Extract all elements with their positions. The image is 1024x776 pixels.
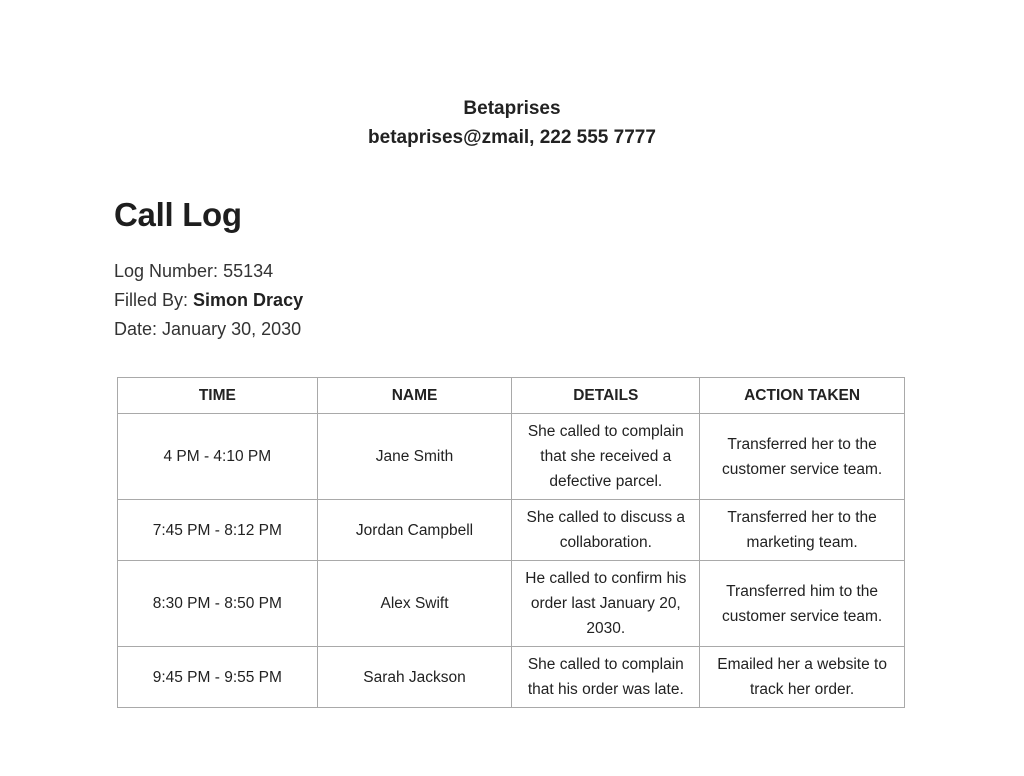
header-name: NAME	[317, 378, 512, 414]
table-row	[118, 500, 905, 561]
cell-details: She called to complain that she received a defective parcel.	[512, 414, 700, 500]
table-row	[118, 647, 905, 708]
table-row	[118, 561, 905, 647]
cell-details: He called to confirm his order last January 20, 2030.	[512, 561, 700, 647]
cell-name: Jordan Campbell	[317, 500, 512, 561]
filled-by-value: Simon Dracy	[193, 290, 304, 310]
date-label: Date:	[114, 319, 158, 339]
company-contact: betaprises@zmail, 222 555 7777	[368, 127, 656, 148]
header-action-taken: ACTION TAKEN	[700, 378, 905, 414]
cell-action: Transferred her to the marketing team.	[700, 500, 905, 561]
date-line	[114, 315, 303, 344]
cell-time: 7:45 PM - 8:12 PM	[118, 500, 318, 561]
company-name: Betaprises	[463, 98, 561, 119]
call-log-table	[117, 377, 905, 708]
log-number-label: Log Number:	[114, 261, 219, 281]
cell-name: Jane Smith	[317, 414, 512, 500]
log-meta	[114, 257, 303, 344]
cell-action: Transferred him to the customer service team.	[700, 561, 905, 647]
header-time: TIME	[118, 378, 318, 414]
cell-time: 9:45 PM - 9:55 PM	[118, 647, 318, 708]
table-row	[118, 414, 905, 500]
cell-name: Alex Swift	[317, 561, 512, 647]
page-title: Call Log	[114, 196, 242, 233]
cell-time: 8:30 PM - 8:50 PM	[118, 561, 318, 647]
filled-by-line	[114, 286, 303, 315]
cell-action: Emailed her a website to track her order.	[700, 647, 905, 708]
log-number-value: 55134	[223, 261, 274, 281]
filled-by-label: Filled By:	[114, 290, 189, 310]
cell-name: Sarah Jackson	[317, 647, 512, 708]
company-header	[0, 94, 1024, 152]
header-details: DETAILS	[512, 378, 700, 414]
cell-time: 4 PM - 4:10 PM	[118, 414, 318, 500]
cell-details: She called to discuss a collaboration.	[512, 500, 700, 561]
cell-action: Transferred her to the customer service team.	[700, 414, 905, 500]
table-header-row	[118, 378, 905, 414]
log-number-line	[114, 257, 303, 286]
date-value: January 30, 2030	[162, 319, 302, 339]
cell-details: She called to complain that his order was late.	[512, 647, 700, 708]
